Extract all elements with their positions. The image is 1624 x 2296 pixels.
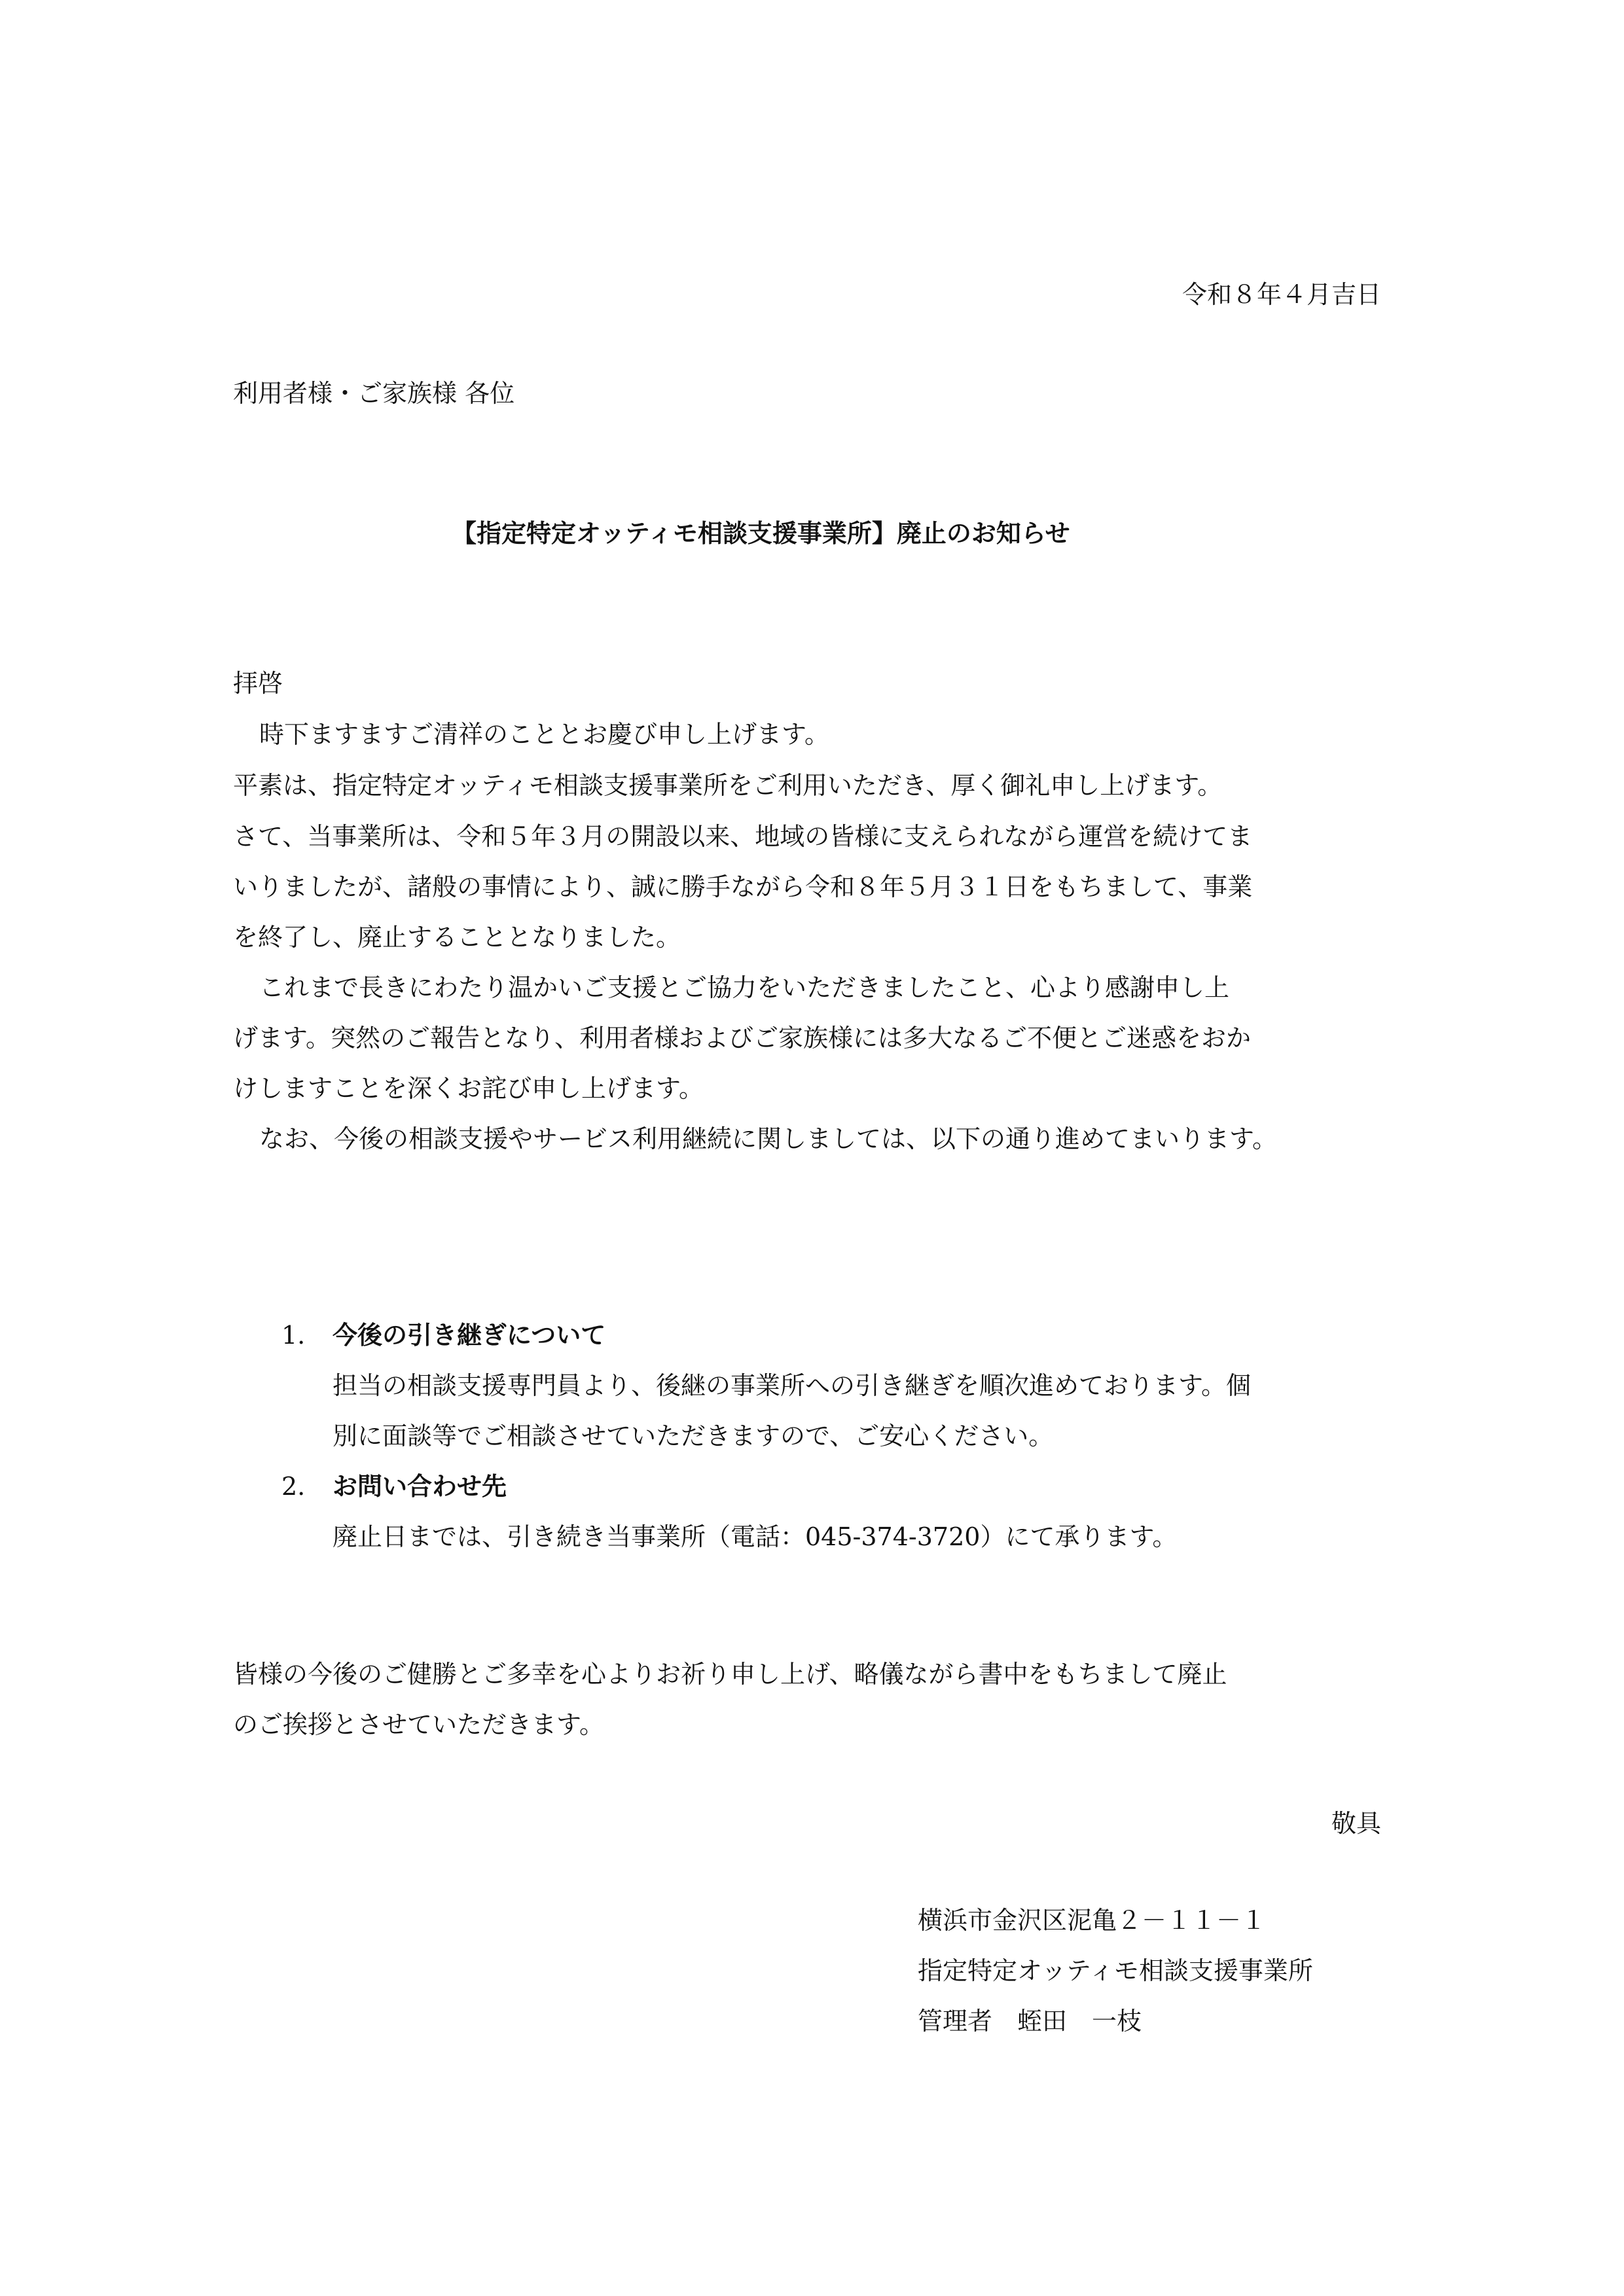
list-item-heading: 今後の引き継ぎについて [333,1321,606,1350]
list-item-number: 1. [281,1321,306,1350]
body-line: いりましたが、諸般の事情により、誠に勝手ながら令和８年５月３１日をもちまして、事業 [233,872,1253,901]
sign-off: 敬具 [1331,1809,1381,1838]
body-line: を終了し、廃止することとなりました。 [233,923,681,952]
document-title: 【指定特定オッティモ相談支援事業所】廃止のお知らせ [452,519,1070,548]
body-line: これまで長きにわたり温かいご支援とご協力をいただきましたこと、心より感謝申し上 [259,973,1230,1002]
body-line: げます。突然のご報告となり、利用者様およびご家族様には多大なるご不便とご迷惑をおか [233,1024,1251,1052]
sender-manager: 管理者 蛭田 一枝 [918,2007,1142,2036]
sender-address: 横浜市金沢区泥亀２－１１－１ [918,1906,1267,1935]
list-item-number: 2. [281,1472,306,1501]
body-line: さて、当事業所は、令和５年３月の開設以来、地域の皆様に支えられながら運営を続けてま [233,822,1253,851]
body-line: けしますことを深くお詫び申し上げます。 [233,1074,704,1103]
body-line: 平素は、指定特定オッティモ相談支援事業所をご利用いただき、厚く御礼申し上げます。 [233,771,1223,800]
closing-line: のご挨拶とさせていただきます。 [233,1710,604,1739]
list-item-text: 担当の相談支援専門員より、後継の事業所への引き継ぎを順次進めております。個 [333,1371,1251,1400]
salutation: 拝啓 [233,669,283,698]
body-line: 時下ますますご清祥のこととお慶び申し上げます。 [259,720,829,749]
sender-organization: 指定特定オッティモ相談支援事業所 [918,1956,1313,1985]
recipients: 利用者様・ご家族様 各位 [233,379,515,408]
closing-line: 皆様の今後のご健勝とご多幸を心よりお祈り申し上げ、略儀ながら書中をもちまして廃止 [233,1660,1227,1689]
list-item-text: 別に面談等でご相談させていただきますので、ご安心ください。 [333,1422,1054,1450]
document-date: 令和８年４月吉日 [1182,280,1381,309]
body-line: なお、今後の相談支援やサービス利用継続に関しましては、以下の通り進めてまいります。 [259,1124,1277,1153]
list-item-heading: お問い合わせ先 [333,1472,507,1501]
list-item-text: 廃止日までは、引き続き当事業所（電話：045-374-3720）にて承ります。 [333,1522,1178,1551]
